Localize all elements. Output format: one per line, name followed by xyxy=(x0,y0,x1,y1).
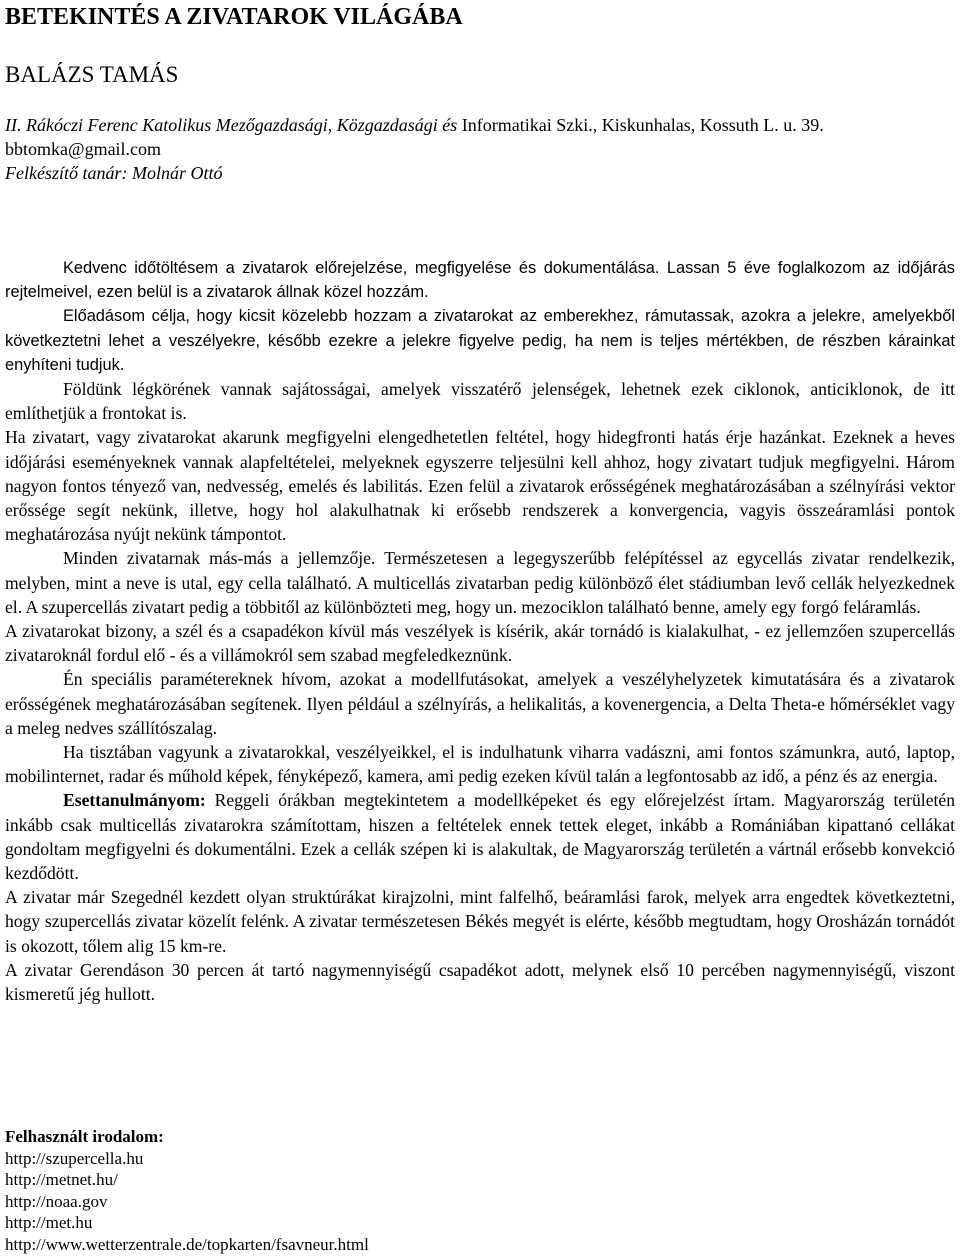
paragraph-hail: A zivatar Gerendáson 30 percen át tartó nagymennyiségű csapadékot adott, melynek első 10 percében nagymennyiségű, viszont kismeretű jég hullott. xyxy=(5,959,955,1005)
school-line xyxy=(5,113,824,137)
reference-link: http://metnet.hu/ xyxy=(5,1170,118,1190)
school-name-italic: II. Rákóczi Ferenc Katolikus Mezőgazdasági, Közgazdasági és xyxy=(5,115,458,135)
document-title: BETEKINTÉS A ZIVATAROK VILÁGÁBA xyxy=(5,4,463,30)
paragraph-goal: Előadásom célja, hogy kicsit közelebb hozzam a zivatarokat az emberekhez, rámutassak, azokra a jelekre, amelyekből következtetni lehet a veszélyekre, később ezekre a jelekre figyelve pedig, ha nem is teljes mértékben, de részben kárainkat enyhíteni tudjuk. xyxy=(5,307,955,374)
paragraph-supercell: A zivatar már Szegednél kezdett olyan struktúrákat kirajzolni, mint falfelhő, beáramlási farok, melyek arra engedtek következtetni, hogy szupercellás zivatar közelít felénk. A zivatar természetesen Békés megyét is elérte, később megtudtam, hogy Orosházán tornádót is okozott, tőlem alig 15 km-re. xyxy=(5,887,955,956)
author-name: BALÁZS TAMÁS xyxy=(5,62,179,87)
reference-link: http://met.hu xyxy=(5,1213,93,1233)
reference-link: http://www.wetterzentrale.de/topkarten/fsavneur.html xyxy=(5,1234,369,1254)
email-text: bbtomka@gmail.com xyxy=(5,139,162,159)
paragraph-parameters: Én speciális paramétereknek hívom, azokat a modellfutásokat, amelyek a veszélyhelyzetek kimutatására és a zivatarok erősségének meghatározásában segítenek. Ilyen például a szélnyírás, a helikalitás, a kovenergencia, a Delta Theta-e hőmérséklet vagy a meleg nedves szállítószalag. xyxy=(5,669,955,738)
paragraph-chasing: Ha tisztában vagyunk a zivatarokkal, veszélyeikkel, el is indulhatunk viharra vadászni, ami fontos számunkra, autó, laptop, mobilinternet, radar és műhold képek, fényképező, kamera, ami pedig ezeken kívül talán a legfontosabb az idő, a pénz és az energia. xyxy=(5,742,955,787)
paragraph-atmosphere: Földünk légkörének vannak sajátosságai, amelyek visszatérő jelenségek, lehetnek ezek ciklonok, anticiklonok, de itt említhetjük a frontokat is. xyxy=(5,379,955,424)
paragraph-conditions: Ha zivatart, vagy zivatarokat akarunk megfigyelni elengedhetetlen feltétel, hogy hidegfronti hatás érje hazánkat. Ezeknek a heves időjárási eseményeknek vannak alapfeltételei, melyeknek egyszerre teljesülni kell ahhoz, hogy zivatart tudjuk megfigyelni. Három nagyon fontos tényező van, nedvesség, emelés és labilitás. Ezen felül a zivatarok erősségének meghatározásában a szélnyírási vektor erőssége segít nekünk, illetve, hogy hol alakulhatnak ki erősebb rendszerek a konvergencia, vagyis összeáramlási pontok meghatározása nyújt nekünk támpontot. xyxy=(5,427,955,545)
case-study-label: Esettanulmányom: xyxy=(63,790,206,811)
references xyxy=(5,1126,369,1256)
school-address: Informatikai Szki., Kiskunhalas, Kossuth L. u. 39. xyxy=(457,115,824,135)
reference-link: http://szupercella.hu xyxy=(5,1148,144,1168)
teacher-line: Felkészítő tanár: Molnár Ottó xyxy=(5,163,223,183)
paragraph-storm-types: Minden zivatarnak más-más a jellemzője. Természetesen a legegyszerűbb felépítéssel az egycellás zivatar rendelkezik, melyben, mint a neve is utal, egy cella található. A multicellás zivatarban pedig különböző élet stádiumban levő cellák helyezkednek el. A szupercellás zivatart pedig a többitől az különbözteti meg, hogy un. mezociklon található benne, amely egy forgó feláramlás. xyxy=(5,548,955,617)
body-text xyxy=(5,256,955,1006)
paragraph-case-study xyxy=(5,788,955,885)
case-study-text: Reggeli órákban megtekintetem a modellképeket és egy előrejelzést írtam. Magyarország területén inkább csak multicellás zivatarokra számítottam, hiszen a feltételek ennek tettek eleget, inkább a Romániában kipattanó cellákat gondoltam megfigyelni és dokumentálni. Ezek a cellák szépen ki is alakultak, de Magyarország területén a vártnál erősebb konvekció kezdődött. xyxy=(5,790,955,884)
references-heading: Felhasznált irodalom: xyxy=(5,1127,164,1146)
paragraph-intro: Kedvenc időtöltésem a zivatarok előrejelzése, megfigyelése és dokumentálása. Lassan 5 éve foglalkozom az időjárás rejtelmeivel, ezen belül is a zivatarok állnak közel hozzám. xyxy=(5,259,955,302)
paragraph-dangers: A zivatarokat bizony, a szél és a csapadékon kívül más veszélyek is kísérik, akár tornádó is kialakulhat, - ez jellemzően szupercellás zivataroknál fordul elő - és a villámokról sem szabad megfeledkeznünk. xyxy=(5,621,955,666)
reference-link: http://noaa.gov xyxy=(5,1191,108,1211)
author-meta xyxy=(5,113,824,185)
